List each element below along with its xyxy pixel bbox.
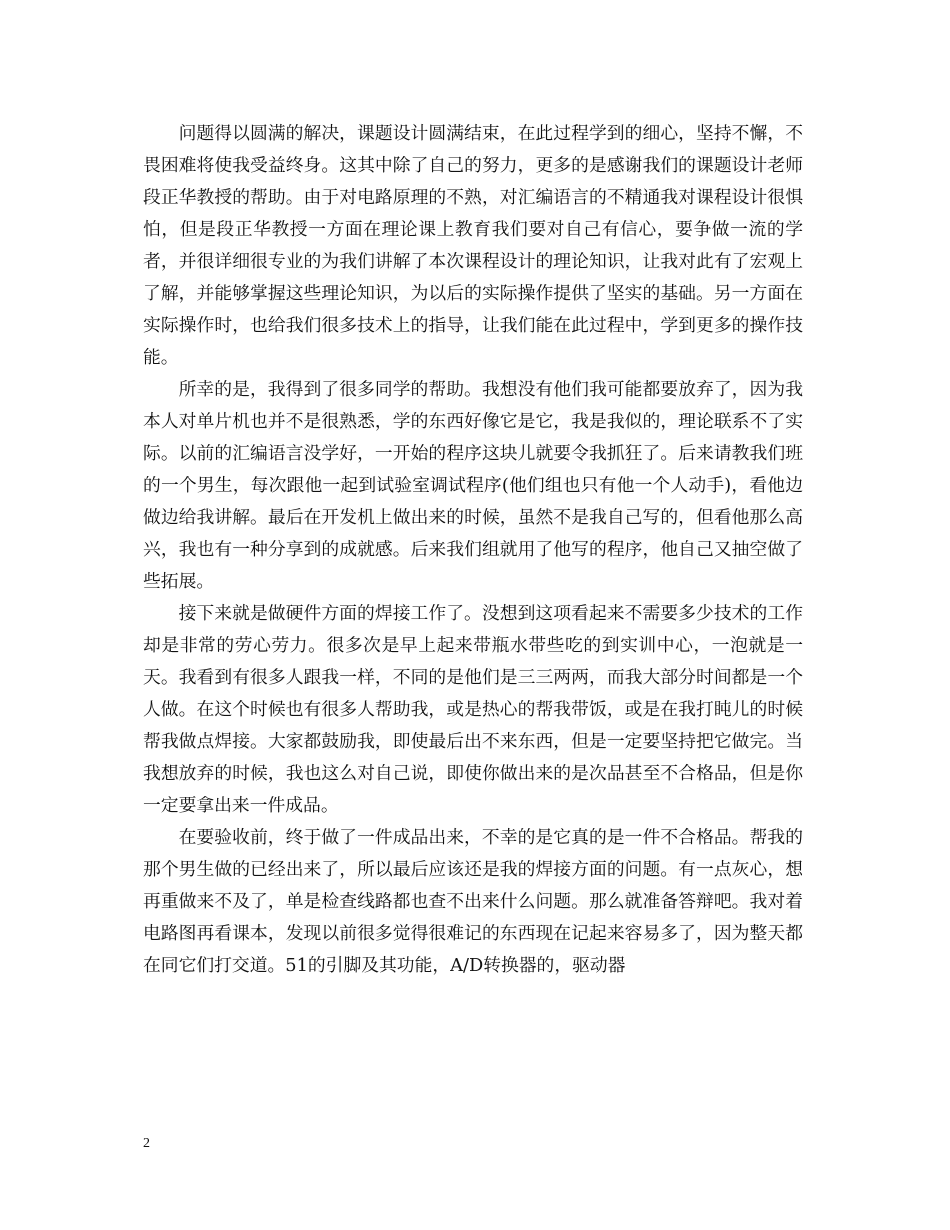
paragraph-4: 在要验收前，终于做了一件成品出来，不幸的是它真的是一件不合格品。帮我的那个男生做的已经出来了，所以最后应该还是我的焊接方面的问题。有一点灰心，想再重做来不及了，单是检查线路都也查不出来什么问题。那么就准备答辩吧。我对着电路图再看课本，发现以前很多觉得很难记的东西现在记起来容易多了，因为整天都在同它们打交道。51的引脚及其功能，A/D转换器的，驱动器 xyxy=(143,827,803,976)
page-number: 2 xyxy=(143,1136,150,1151)
body-text xyxy=(143,118,803,982)
paragraph-1: 问题得以圆满的解决，课题设计圆满结束，在此过程学到的细心，坚持不懈，不畏困难将使我受益终身。这其中除了自己的努力，更多的是感谢我们的课题设计老师段正华教授的帮助。由于对电路原理的不熟，对汇编语言的不精通我对课程设计很惧怕，但是段正华教授一方面在理论课上教育我们要对自己有信心，要争做一流的学者，并很详细很专业的为我们讲解了本次课程设计的理论知识，让我对此有了宏观上了解，并能够掌握这些理论知识，为以后的实际操作提供了坚实的基础。另一方面在实际操作时，也给我们很多技术上的指导，让我们能在此过程中，学到更多的操作技能。 xyxy=(143,123,803,368)
paragraph-3: 接下来就是做硬件方面的焊接工作了。没想到这项看起来不需要多少技术的工作却是非常的劳心劳力。很多次是早上起来带瓶水带些吃的到实训中心，一泡就是一天。我看到有很多人跟我一样，不同的是他们是三三两两，而我大部分时间都是一个人做。在这个时候也有很多人帮助我，或是热心的帮我带饭，或是在我打盹儿的时候帮我做点焊接。大家都鼓励我，即使最后出不来东西，但是一定要坚持把它做完。当我想放弃的时候，我也这么对自己说，即使你做出来的是次品甚至不合格品，但是你一定要拿出来一件成品。 xyxy=(143,603,803,816)
paragraph-2: 所幸的是，我得到了很多同学的帮助。我想没有他们我可能都要放弃了，因为我本人对单片机也并不是很熟悉，学的东西好像它是它，我是我似的，理论联系不了实际。以前的汇编语言没学好，一开始的程序这块儿就要令我抓狂了。后来请教我们班的一个男生，每次跟他一起到试验室调试程序(他们组也只有他一个人动手)，看他边做边给我讲解。最后在开发机上做出来的时候，虽然不是我自己写的，但看他那么高兴，我也有一种分享到的成就感。后来我们组就用了他写的程序，他自己又抽空做了些拓展。 xyxy=(143,379,803,592)
